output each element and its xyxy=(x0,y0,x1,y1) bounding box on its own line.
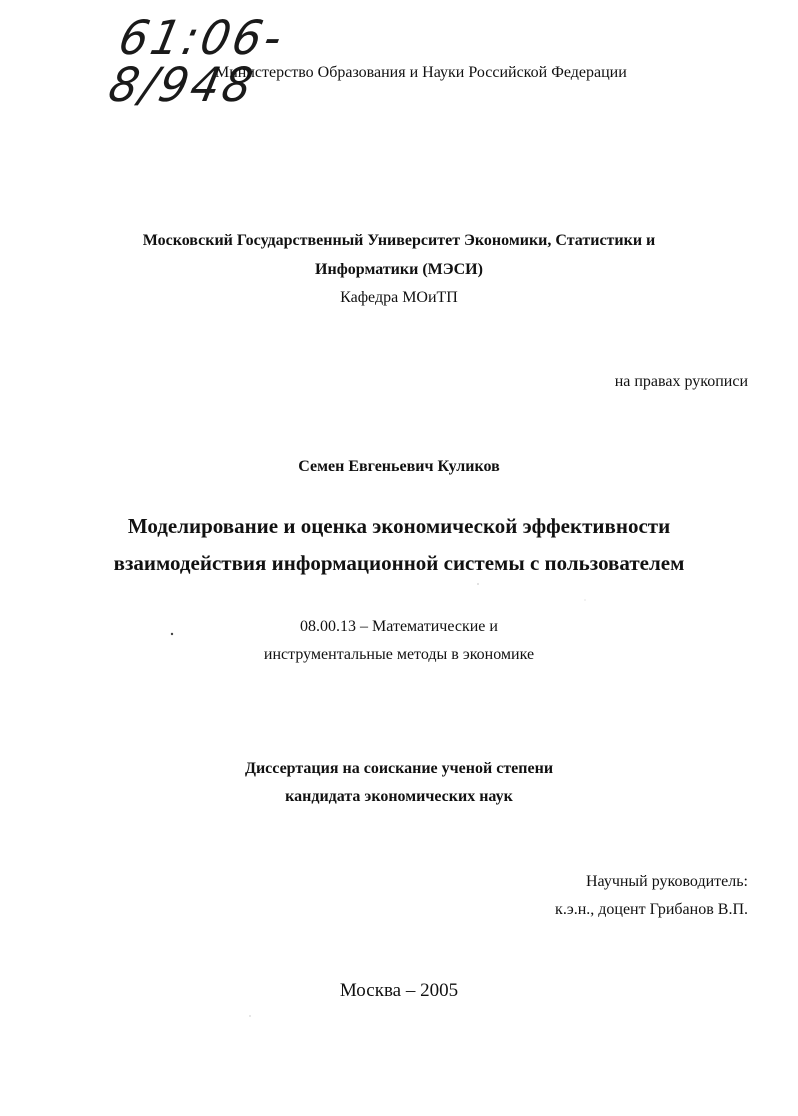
speck xyxy=(477,583,478,584)
supervisor-name: к.э.н., доцент Грибанов В.П. xyxy=(555,901,748,918)
ministry-name: Министерство Образования и Науки Российской Федерации xyxy=(215,64,627,81)
city-year: Москва – 2005 xyxy=(339,980,459,1001)
university-name-line1: Московский Государственный Университет Экономики, Статистики и xyxy=(142,232,656,249)
degree-line2: кандидата экономических наук xyxy=(285,788,513,805)
dissertation-title-line2: взаимодействия информационной системы с пользователем xyxy=(113,551,685,575)
shelf-mark-text: 61:06-8/948 xyxy=(104,9,290,113)
author-name: Семен Евгеньевич Куликов xyxy=(298,458,500,475)
specialty-line1: 08.00.13 – Математические и xyxy=(300,618,498,635)
dissertation-title-line1: Моделирование и оценка экономической эффективности xyxy=(127,514,671,538)
speck xyxy=(585,600,586,601)
speck xyxy=(249,1015,250,1016)
department-name: Кафедра МОиТП xyxy=(340,289,458,306)
specialty-line2: инструментальные методы в экономике xyxy=(263,646,535,663)
supervisor-label: Научный руководитель: xyxy=(585,873,748,890)
university-name-line2: Информатики (МЭСИ) xyxy=(315,261,483,278)
manuscript-note: на правах рукописи xyxy=(614,373,748,390)
degree-line1: Диссертация на соискание ученой степени xyxy=(244,760,554,777)
